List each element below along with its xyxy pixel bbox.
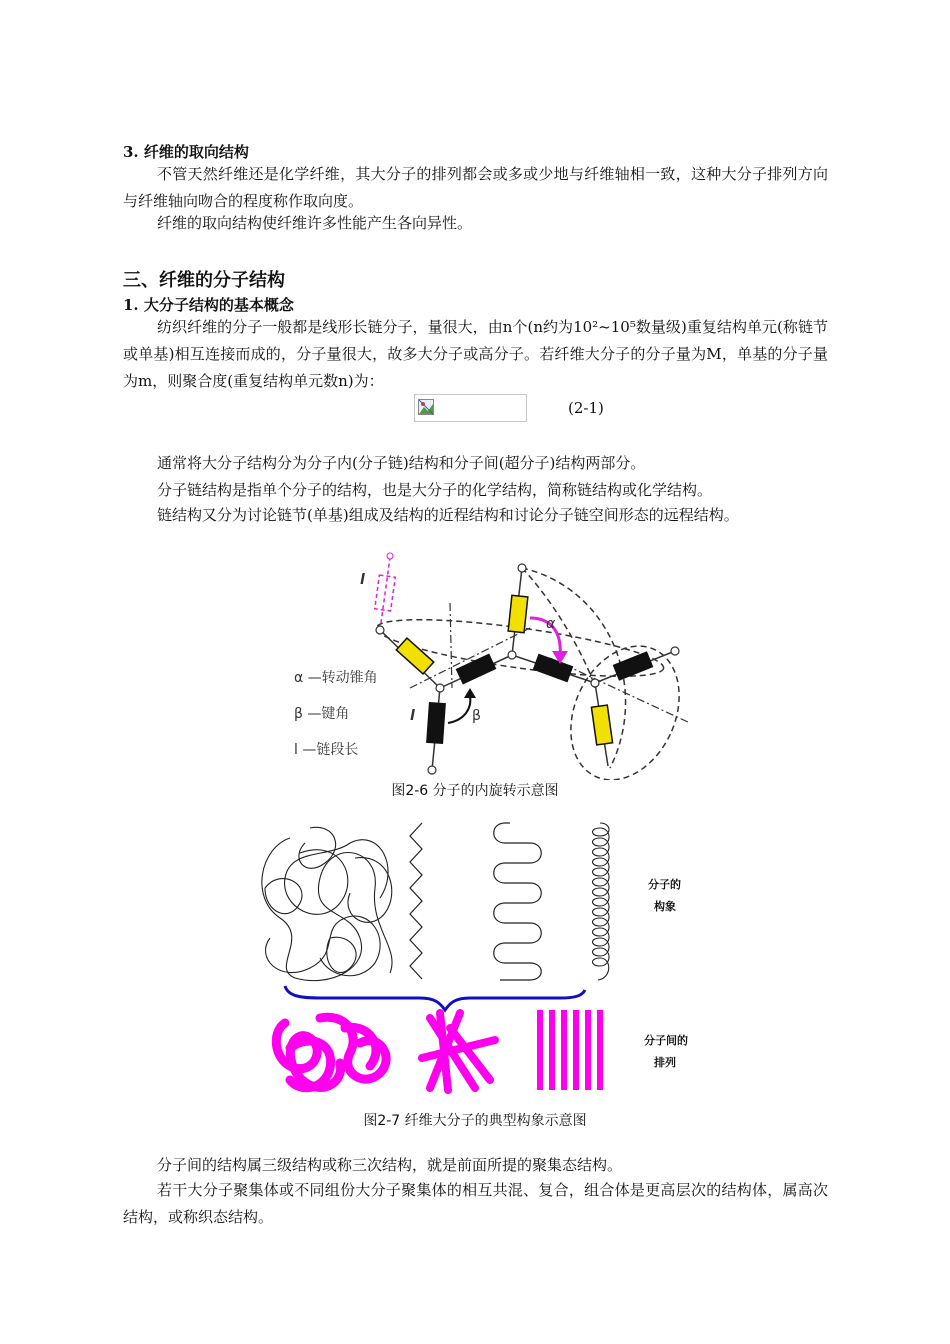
crossed-arrangement <box>422 1013 495 1090</box>
label-beta: β <box>472 708 481 724</box>
paragraph-orientation-definition: 不管天然纤维还是化学纤维，其大分子的排列都会或多或少地与纤维轴相一致，这种大分子排列方向与纤维轴向吻合的程度称作取向度。 <box>123 165 828 210</box>
label-arrangement-line2: 排列 <box>654 1056 676 1069</box>
label-conformation-line2: 构象 <box>654 900 676 913</box>
beta-arrow <box>448 696 470 723</box>
paragraph-intermolecular-structure: 分子间的结构属三级结构或称三次结构，就是前面所提的聚集态结构。 <box>157 1156 623 1174</box>
broken-image-icon <box>418 399 434 415</box>
segment-yellow-3 <box>591 705 612 745</box>
figure-internal-rotation <box>290 548 700 780</box>
paragraph-higher-order-structure: 若干大分子聚集体或不同组份大分子聚集体的相互共混、复合，组合体是更高层次的结构体，属高次结构，或称织态结构。 <box>123 1181 828 1226</box>
grouping-brace <box>285 986 585 1010</box>
paragraph-polymer-definition: 纺织纤维的分子一般都是线形长链分子，量很大，由n个(n约为10²~10⁵数量级)重复结构单元(称链节或单基)相互连接而成的，分子量很大，故多大分子或高分子。若纤维大分子的分子量为M，单基的分子量为m，则聚合度(重复结构单元数n)为： <box>123 318 828 390</box>
rotation-axis-left <box>450 603 452 688</box>
chapter-heading-molecular-structure: 三、纤维的分子结构 <box>123 270 285 291</box>
beta-arrow-head <box>464 688 476 698</box>
segment-previous-position <box>380 558 390 630</box>
segment-yellow-1 <box>396 638 433 674</box>
section-heading-orientation: 3. 纤维的取向结构 <box>123 143 249 161</box>
figure-2-6-caption: 图2-6 分子的内旋转示意图 <box>391 783 559 799</box>
random-coil-conformation <box>262 827 392 980</box>
formula-image-placeholder <box>414 394 527 422</box>
paragraph-near-far-structure: 链结构又分为讨论链节(单基)组成及结构的近程结构和讨论分子链空间形态的远程结构。 <box>157 506 739 524</box>
zigzag-conformation <box>410 823 422 979</box>
label-conformation-line1: 分子的 <box>648 878 681 891</box>
legend-l: l —链段长 <box>294 742 359 758</box>
atom-previous <box>387 553 393 559</box>
segment-yellow-2 <box>508 595 528 632</box>
legend-alpha: α —转动锥角 <box>294 670 378 686</box>
label-alpha: α <box>546 616 556 632</box>
figure-2-7-caption: 图2-7 纤维大分子的典型构象示意图 <box>363 1113 587 1129</box>
paragraph-anisotropy: 纤维的取向结构使纤维许多性能产生各向异性。 <box>157 214 473 232</box>
figure-conformations <box>250 818 710 1103</box>
paragraph-structure-division: 通常将大分子结构分为分子内(分子链)结构和分子间(超分子)结构两部分。 <box>157 454 646 472</box>
legend-beta: β —键角 <box>294 706 350 722</box>
paragraph-chain-structure: 分子链结构是指单个分子的结构，也是大分子的化学结构，简称链结构或化学结构。 <box>157 481 713 499</box>
helix-conformation <box>593 823 610 980</box>
segment-black-4 <box>427 702 446 743</box>
folded-chain-conformation <box>494 823 542 980</box>
oriented-arrangement <box>540 1010 600 1090</box>
label-l-top: l <box>360 572 365 588</box>
amorphous-arrangement <box>276 1017 386 1088</box>
segment-black-2 <box>533 654 572 681</box>
subsection-heading-basic-concepts: 1. 大分子结构的基本概念 <box>123 296 294 314</box>
label-arrangement-line1: 分子间的 <box>644 1034 688 1047</box>
formula-number: (2-1) <box>568 399 604 417</box>
label-l-bottom: l <box>410 708 415 724</box>
